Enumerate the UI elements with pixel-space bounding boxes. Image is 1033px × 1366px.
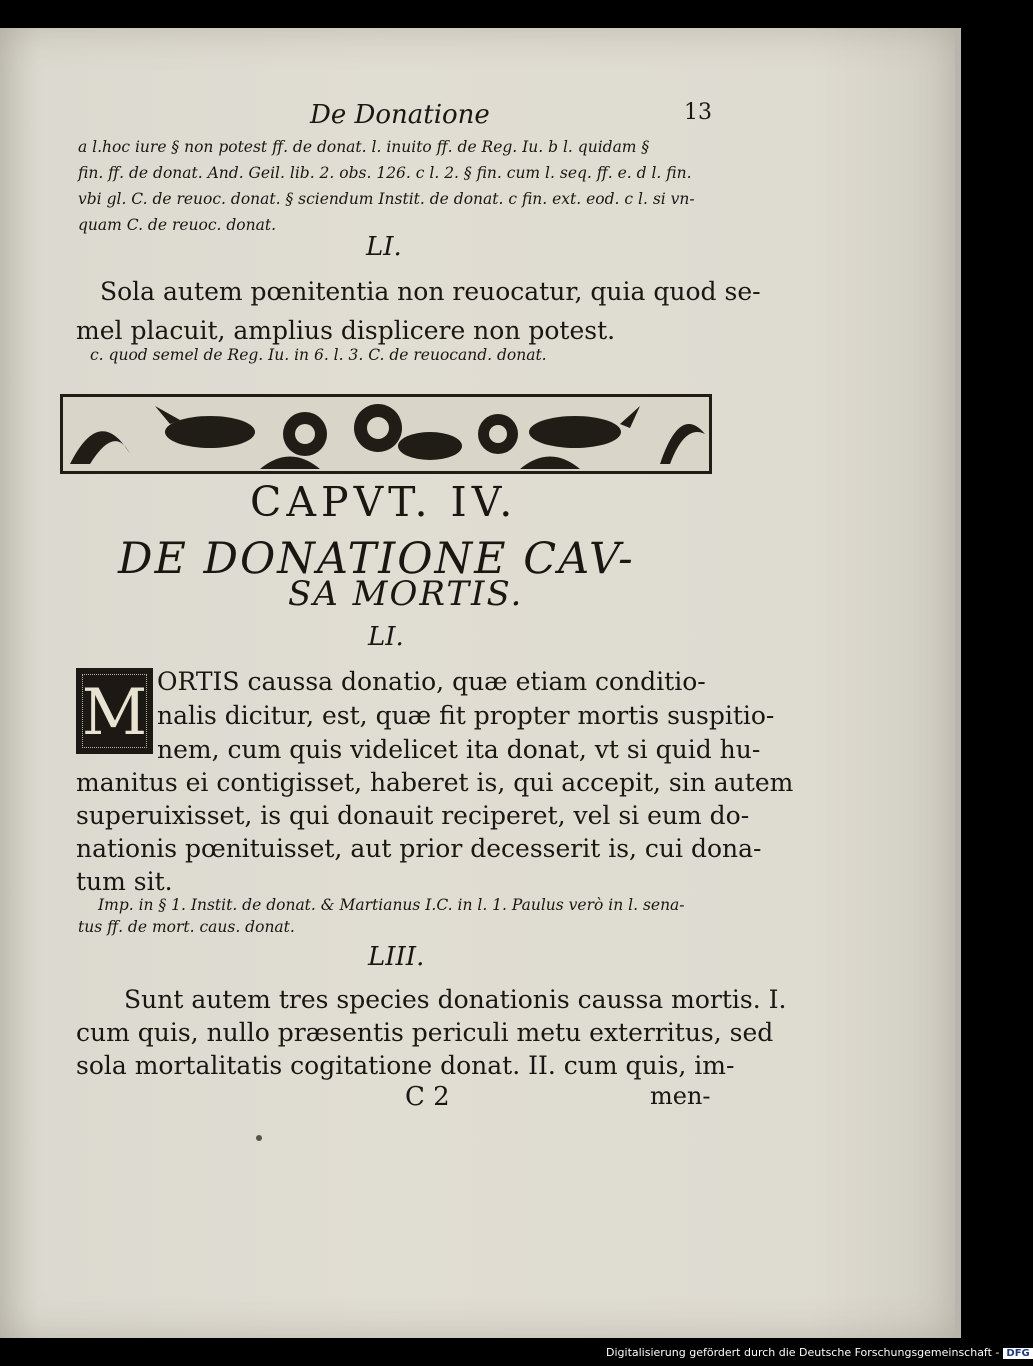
citation-line: tus ff. de mort. caus. donat.: [78, 918, 295, 936]
paragraph-line: sola mortalitatis cogitatione donat. II. cum quis, im-: [76, 1051, 735, 1080]
dfg-logo: DFG: [1003, 1348, 1032, 1359]
decorated-initial: M: [76, 668, 153, 754]
ink-spot: [256, 1135, 262, 1141]
paragraph-line: ORTIS caussa donatio, quæ etiam conditio-: [157, 667, 706, 696]
paragraph-line: nem, cum quis videlicet ita donat, vt si quid hu-: [157, 735, 761, 764]
paragraph-line: superuixisset, is qui donauit reciperet, vel si eum do-: [76, 801, 750, 830]
page-number: 13: [684, 100, 712, 125]
citation-line: Imp. in § 1. Instit. de donat. & Martianus I.C. in l. 1. Paulus verò in l. sena-: [98, 896, 685, 914]
citation: c. quod semel de Reg. Iu. in 6. l. 3. C. de reuocand. donat.: [90, 346, 547, 364]
section-heading: LI.: [368, 622, 404, 652]
footnote-line: vbi gl. C. de reuoc. donat. § sciendum Instit. de donat. c fin. ext. eod. c l. si vn-: [78, 190, 695, 208]
chapter-caput: CAPVT. IV.: [250, 478, 518, 526]
running-head-title: De Donatione: [310, 100, 490, 130]
banner-text: Digitalisierung gefördert durch die Deutsche Forschungsgemeinschaft -: [606, 1346, 1000, 1359]
catchword: men-: [650, 1082, 711, 1110]
paragraph-line: nationis pœnituisset, aut prior decesserit is, cui dona-: [76, 834, 762, 863]
footnote-line: fin. ff. de donat. And. Geil. lib. 2. obs. 126. c l. 2. § fin. cum l. seq. ff. e. d l. fin.: [78, 164, 692, 182]
chapter-title-line2: SA MORTIS.: [288, 574, 524, 614]
section-heading: LI.: [366, 232, 402, 262]
paragraph-line: Sunt autem tres species donationis caussa mortis. I.: [124, 985, 787, 1014]
paragraph-line: nalis dicitur, est, quæ fit propter mortis suspitio-: [157, 701, 775, 730]
paragraph-line: Sola autem pœnitentia non reuocatur, quia quod se-: [100, 277, 761, 306]
footnote-line: a l.hoc iure § non potest ff. de donat. l. inuito ff. de Reg. Iu. b l. quidam §: [78, 138, 650, 156]
paragraph-line: manitus ei contigisset, haberet is, qui accepit, sin autem: [76, 768, 794, 797]
woodcut-ornament-band: [60, 394, 712, 474]
paragraph-line: tum sit.: [76, 867, 173, 896]
page-edge: [955, 28, 961, 1338]
signature-mark: C 2: [405, 1082, 450, 1112]
paragraph-line: cum quis, nullo præsentis periculi metu exterritus, sed: [76, 1018, 774, 1047]
paragraph-line: mel placuit, amplius displicere non potest.: [76, 316, 616, 345]
section-heading: LIII.: [368, 942, 425, 972]
digitization-banner: [606, 1346, 1033, 1359]
chapter-title-line1: DE DONATIONE CAV-: [118, 534, 635, 584]
footnote-line: quam C. de reuoc. donat.: [78, 216, 277, 234]
